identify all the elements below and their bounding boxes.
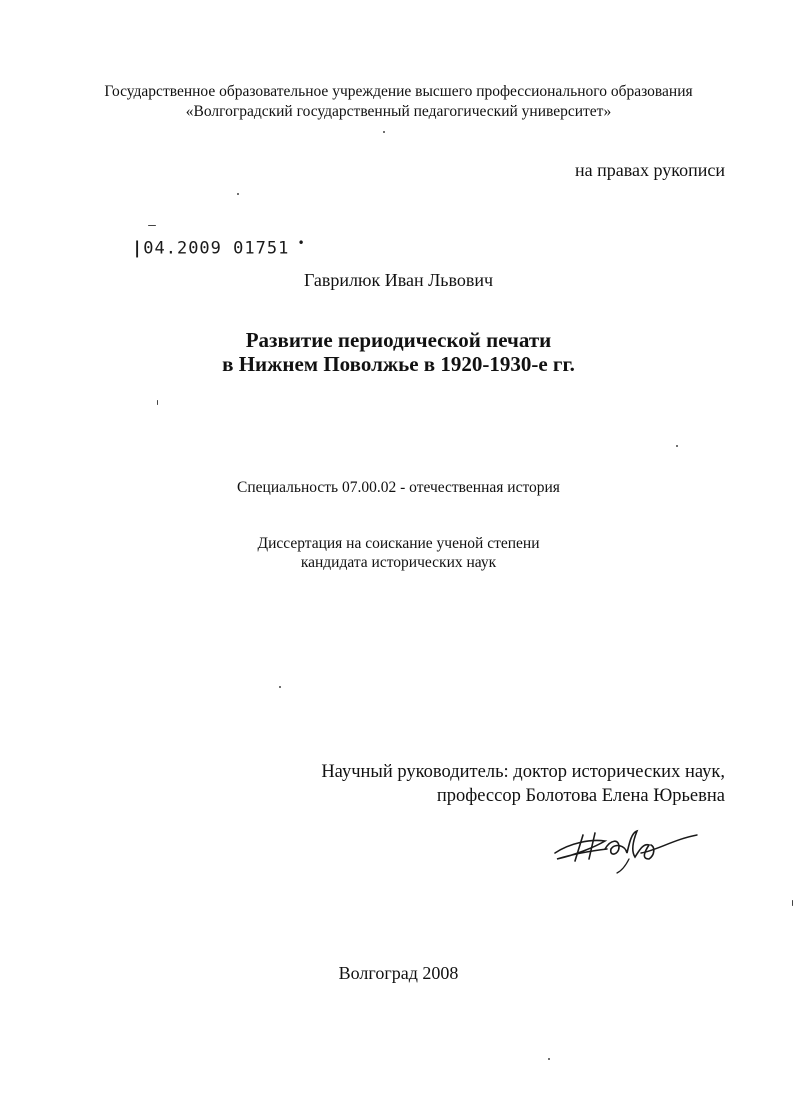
scan-speck xyxy=(383,131,385,133)
institution-block xyxy=(0,82,797,122)
advisor-line-2: профессор Болотова Елена Юрьевна xyxy=(436,786,725,806)
scan-speck xyxy=(157,400,158,405)
scan-speck xyxy=(237,193,239,195)
specialty-line: Специальность 07.00.02 - отечественная история xyxy=(237,479,560,496)
scan-speck xyxy=(279,686,281,688)
degree-line-1: Диссертация на соискание ученой степени xyxy=(257,535,540,552)
scan-speck xyxy=(148,225,156,226)
manuscript-note: на правах рукописи xyxy=(575,160,725,180)
dissertation-title xyxy=(0,328,797,376)
handwritten-signature xyxy=(545,825,705,875)
title-line-2: в Нижнем Поволжье в 1920-1930-е гг. xyxy=(222,352,575,376)
institution-line-2: «Волгоградский государственный педагогический университет» xyxy=(185,103,612,120)
scan-speck xyxy=(548,1058,550,1060)
advisor-block xyxy=(321,760,725,808)
degree-block xyxy=(0,534,797,572)
advisor-line-1: Научный руководитель: доктор исторических наук, xyxy=(321,762,725,782)
degree-line-2: кандидата исторических наук xyxy=(300,554,497,571)
author-name: Гаврилюк Иван Львович xyxy=(303,270,494,290)
scan-speck xyxy=(676,445,678,447)
stamp-number-text: 04.2009 01751 xyxy=(143,238,290,259)
city-year: Волгоград 2008 xyxy=(338,963,459,983)
title-line-1: Развитие периодической печати xyxy=(245,328,552,352)
library-stamp-number: |04.2009 01751 • xyxy=(132,236,306,259)
scan-speck xyxy=(792,900,793,906)
institution-line-1: Государственное образовательное учреждение высшего профессионального образования xyxy=(104,83,693,100)
